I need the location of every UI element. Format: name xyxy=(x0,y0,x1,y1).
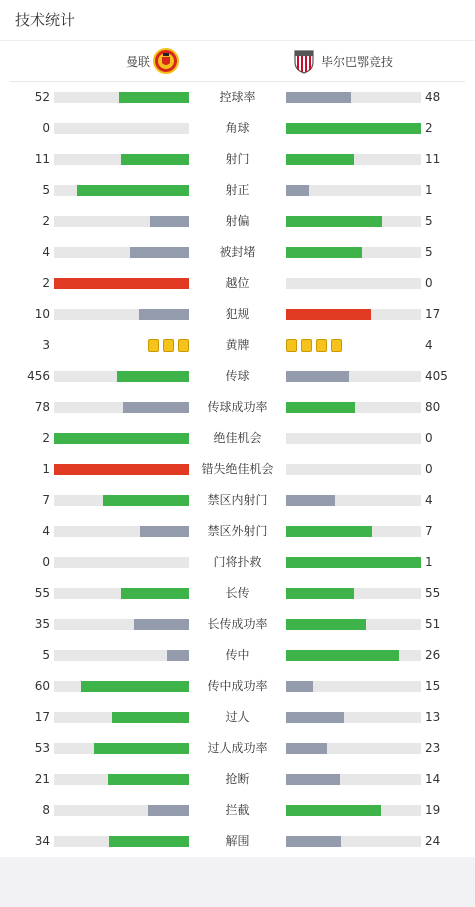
away-bar-fill xyxy=(286,402,355,413)
stat-label: 过人 xyxy=(225,710,250,724)
away-bar-fill xyxy=(286,185,309,196)
stat-label: 禁区内射门 xyxy=(207,493,268,507)
stat-row xyxy=(0,609,475,640)
stat-row xyxy=(0,113,475,144)
home-bar-fill xyxy=(119,92,189,103)
home-bar-fill xyxy=(130,247,189,258)
man-utd-crest-icon xyxy=(153,48,179,74)
stat-label: 传中成功率 xyxy=(207,679,268,693)
away-value: 13 xyxy=(425,710,441,724)
home-bar-track xyxy=(54,464,189,475)
home-bar-track xyxy=(54,712,189,723)
athletic-bilbao-crest-icon xyxy=(291,48,317,74)
home-bar-fill xyxy=(54,433,189,444)
away-bar-track xyxy=(286,433,421,444)
home-bar-fill xyxy=(81,681,189,692)
home-bar-fill xyxy=(109,836,189,847)
stat-label: 过人成功率 xyxy=(207,741,268,755)
away-bar-fill xyxy=(286,92,351,103)
stat-label: 禁区外射门 xyxy=(207,524,268,538)
home-bar-track xyxy=(54,278,189,289)
away-yellow-cards xyxy=(286,339,421,352)
home-value: 1 xyxy=(42,462,50,476)
stat-label: 射偏 xyxy=(225,214,250,228)
yellow-card-icon xyxy=(286,339,297,352)
home-value: 4 xyxy=(42,524,50,538)
home-team-name: 曼联 xyxy=(125,54,150,69)
home-value: 4 xyxy=(42,245,50,259)
stat-label: 解围 xyxy=(225,834,250,848)
away-value: 26 xyxy=(425,648,441,662)
away-value: 11 xyxy=(425,152,441,166)
stat-label: 传球 xyxy=(225,369,250,383)
away-bar-fill xyxy=(286,154,354,165)
home-bar-track xyxy=(54,681,189,692)
stat-label: 传球成功率 xyxy=(207,400,268,414)
home-value: 0 xyxy=(42,121,50,135)
stat-row xyxy=(0,547,475,578)
home-bar-fill xyxy=(134,619,189,630)
home-bar-fill xyxy=(54,464,189,475)
away-value: 405 xyxy=(425,369,448,383)
home-bar-fill xyxy=(121,588,189,599)
home-bar-track xyxy=(54,433,189,444)
yellow-card-icon xyxy=(163,339,174,352)
away-bar-track xyxy=(286,712,421,723)
away-value: 4 xyxy=(425,338,433,352)
stat-row xyxy=(0,206,475,237)
away-bar-fill xyxy=(286,247,362,258)
away-bar-track xyxy=(286,185,421,196)
teams-header xyxy=(10,41,465,82)
home-bar-fill xyxy=(108,774,189,785)
away-bar-track xyxy=(286,92,421,103)
home-value: 5 xyxy=(42,648,50,662)
away-value: 48 xyxy=(425,90,441,104)
stat-row xyxy=(0,485,475,516)
home-bar-fill xyxy=(150,216,189,227)
stat-label: 角球 xyxy=(225,121,250,135)
away-bar-track xyxy=(286,619,421,630)
stats-list xyxy=(0,82,475,857)
away-value: 5 xyxy=(425,245,433,259)
yellow-card-icon xyxy=(316,339,327,352)
home-value: 11 xyxy=(34,152,50,166)
away-bar-fill xyxy=(286,712,344,723)
home-value: 60 xyxy=(34,679,50,693)
home-bar-track xyxy=(54,371,189,382)
home-bar-track xyxy=(54,247,189,258)
home-value: 78 xyxy=(34,400,50,414)
home-bar-track xyxy=(54,743,189,754)
stat-row xyxy=(0,826,475,857)
away-bar-fill xyxy=(286,309,371,320)
home-value: 2 xyxy=(42,214,50,228)
stat-label: 射正 xyxy=(225,183,250,197)
home-value: 35 xyxy=(34,617,50,631)
away-bar-fill xyxy=(286,743,327,754)
stat-row xyxy=(0,578,475,609)
home-yellow-cards xyxy=(54,339,189,352)
away-value: 15 xyxy=(425,679,441,693)
home-bar-track xyxy=(54,309,189,320)
stat-label: 长传 xyxy=(225,586,250,600)
yellow-card-icon xyxy=(178,339,189,352)
stat-label: 门将扑救 xyxy=(213,555,262,569)
home-bar-fill xyxy=(54,278,189,289)
home-bar-track xyxy=(54,92,189,103)
home-team[interactable] xyxy=(126,41,179,81)
away-bar-track xyxy=(286,371,421,382)
yellow-card-icon xyxy=(301,339,312,352)
away-bar-track xyxy=(286,216,421,227)
away-bar-fill xyxy=(286,216,382,227)
away-team-name: 毕尔巴鄂竞技 xyxy=(321,54,394,69)
home-bar-track xyxy=(54,836,189,847)
stat-row xyxy=(0,454,475,485)
away-value: 55 xyxy=(425,586,441,600)
stat-label: 抢断 xyxy=(225,772,250,786)
away-bar-fill xyxy=(286,495,335,506)
home-bar-track xyxy=(54,526,189,537)
away-value: 19 xyxy=(425,803,441,817)
away-bar-fill xyxy=(286,526,372,537)
home-value: 10 xyxy=(34,307,50,321)
stat-label: 拦截 xyxy=(225,803,250,817)
stat-row xyxy=(0,175,475,206)
home-bar-track xyxy=(54,805,189,816)
away-bar-fill xyxy=(286,774,340,785)
home-value: 0 xyxy=(42,555,50,569)
home-bar-fill xyxy=(117,371,189,382)
home-bar-track xyxy=(54,774,189,785)
home-bar-track xyxy=(54,588,189,599)
away-bar-track xyxy=(286,805,421,816)
home-bar-fill xyxy=(103,495,189,506)
home-bar-fill xyxy=(139,309,189,320)
home-bar-track xyxy=(54,154,189,165)
home-bar-track xyxy=(54,123,189,134)
stat-row xyxy=(0,640,475,671)
stat-row xyxy=(0,795,475,826)
stat-row xyxy=(0,144,475,175)
home-value: 34 xyxy=(34,834,50,848)
home-bar-fill xyxy=(123,402,189,413)
home-value: 21 xyxy=(34,772,50,786)
home-value: 53 xyxy=(34,741,50,755)
away-value: 80 xyxy=(425,400,441,414)
away-bar-fill xyxy=(286,123,421,134)
away-value: 0 xyxy=(425,462,433,476)
away-value: 1 xyxy=(425,183,433,197)
home-bar-fill xyxy=(94,743,189,754)
home-value: 7 xyxy=(42,493,50,507)
away-bar-fill xyxy=(286,557,421,568)
stat-label: 长传成功率 xyxy=(207,617,268,631)
home-value: 2 xyxy=(42,276,50,290)
away-bar-track xyxy=(286,588,421,599)
away-team[interactable] xyxy=(291,41,393,81)
home-bar-fill xyxy=(121,154,189,165)
home-bar-fill xyxy=(77,185,189,196)
away-bar-track xyxy=(286,123,421,134)
away-bar-track xyxy=(286,464,421,475)
away-value: 0 xyxy=(425,276,433,290)
away-bar-track xyxy=(286,650,421,661)
home-bar-fill xyxy=(112,712,189,723)
away-bar-track xyxy=(286,836,421,847)
away-bar-fill xyxy=(286,805,381,816)
away-value: 51 xyxy=(425,617,441,631)
stat-row xyxy=(0,237,475,268)
stat-label: 错失绝佳机会 xyxy=(201,462,274,476)
home-bar-track xyxy=(54,650,189,661)
away-bar-track xyxy=(286,278,421,289)
away-value: 24 xyxy=(425,834,441,848)
stat-label: 控球率 xyxy=(219,90,256,104)
away-bar-track xyxy=(286,526,421,537)
home-bar-track xyxy=(54,495,189,506)
stat-row xyxy=(0,361,475,392)
home-bar-track xyxy=(54,185,189,196)
stat-label: 射门 xyxy=(225,152,250,166)
yellow-card-icon xyxy=(331,339,342,352)
away-bar-fill xyxy=(286,588,354,599)
away-bar-track xyxy=(286,743,421,754)
stat-row xyxy=(0,764,475,795)
home-value: 8 xyxy=(42,803,50,817)
home-value: 456 xyxy=(27,369,50,383)
home-value: 3 xyxy=(42,338,50,352)
stat-row xyxy=(0,299,475,330)
stat-row xyxy=(0,423,475,454)
away-bar-track xyxy=(286,309,421,320)
stat-label: 越位 xyxy=(225,276,250,290)
away-bar-fill xyxy=(286,836,341,847)
stat-label: 犯规 xyxy=(225,307,250,321)
away-value: 23 xyxy=(425,741,441,755)
away-value: 2 xyxy=(425,121,433,135)
away-bar-fill xyxy=(286,650,399,661)
stat-row xyxy=(0,516,475,547)
away-value: 14 xyxy=(425,772,441,786)
stat-row xyxy=(0,733,475,764)
away-value: 5 xyxy=(425,214,433,228)
stat-row xyxy=(0,330,475,361)
away-bar-track xyxy=(286,557,421,568)
yellow-card-icon xyxy=(148,339,159,352)
away-value: 1 xyxy=(425,555,433,569)
away-bar-track xyxy=(286,154,421,165)
home-value: 55 xyxy=(34,586,50,600)
away-bar-track xyxy=(286,402,421,413)
away-value: 4 xyxy=(425,493,433,507)
away-bar-track xyxy=(286,681,421,692)
home-bar-track xyxy=(54,619,189,630)
away-bar-fill xyxy=(286,371,349,382)
away-value: 7 xyxy=(425,524,433,538)
home-bar-fill xyxy=(140,526,189,537)
stat-row xyxy=(0,268,475,299)
away-bar-track xyxy=(286,495,421,506)
home-value: 5 xyxy=(42,183,50,197)
stat-label: 绝佳机会 xyxy=(213,431,262,445)
away-bar-fill xyxy=(286,619,366,630)
stat-row xyxy=(0,82,475,113)
stat-row xyxy=(0,392,475,423)
home-bar-fill xyxy=(167,650,189,661)
home-bar-fill xyxy=(148,805,189,816)
home-value: 2 xyxy=(42,431,50,445)
away-value: 0 xyxy=(425,431,433,445)
away-value: 17 xyxy=(425,307,441,321)
home-bar-track xyxy=(54,557,189,568)
home-value: 52 xyxy=(34,90,50,104)
stat-label: 黄牌 xyxy=(225,338,250,352)
away-bar-track xyxy=(286,774,421,785)
home-bar-track xyxy=(54,402,189,413)
stat-label: 传中 xyxy=(225,648,250,662)
stat-row xyxy=(0,671,475,702)
away-bar-fill xyxy=(286,681,313,692)
section-title: 技术统计 xyxy=(0,0,475,41)
stat-label: 被封堵 xyxy=(219,245,256,259)
stat-row xyxy=(0,702,475,733)
home-bar-track xyxy=(54,216,189,227)
away-bar-track xyxy=(286,247,421,258)
home-value: 17 xyxy=(34,710,50,724)
